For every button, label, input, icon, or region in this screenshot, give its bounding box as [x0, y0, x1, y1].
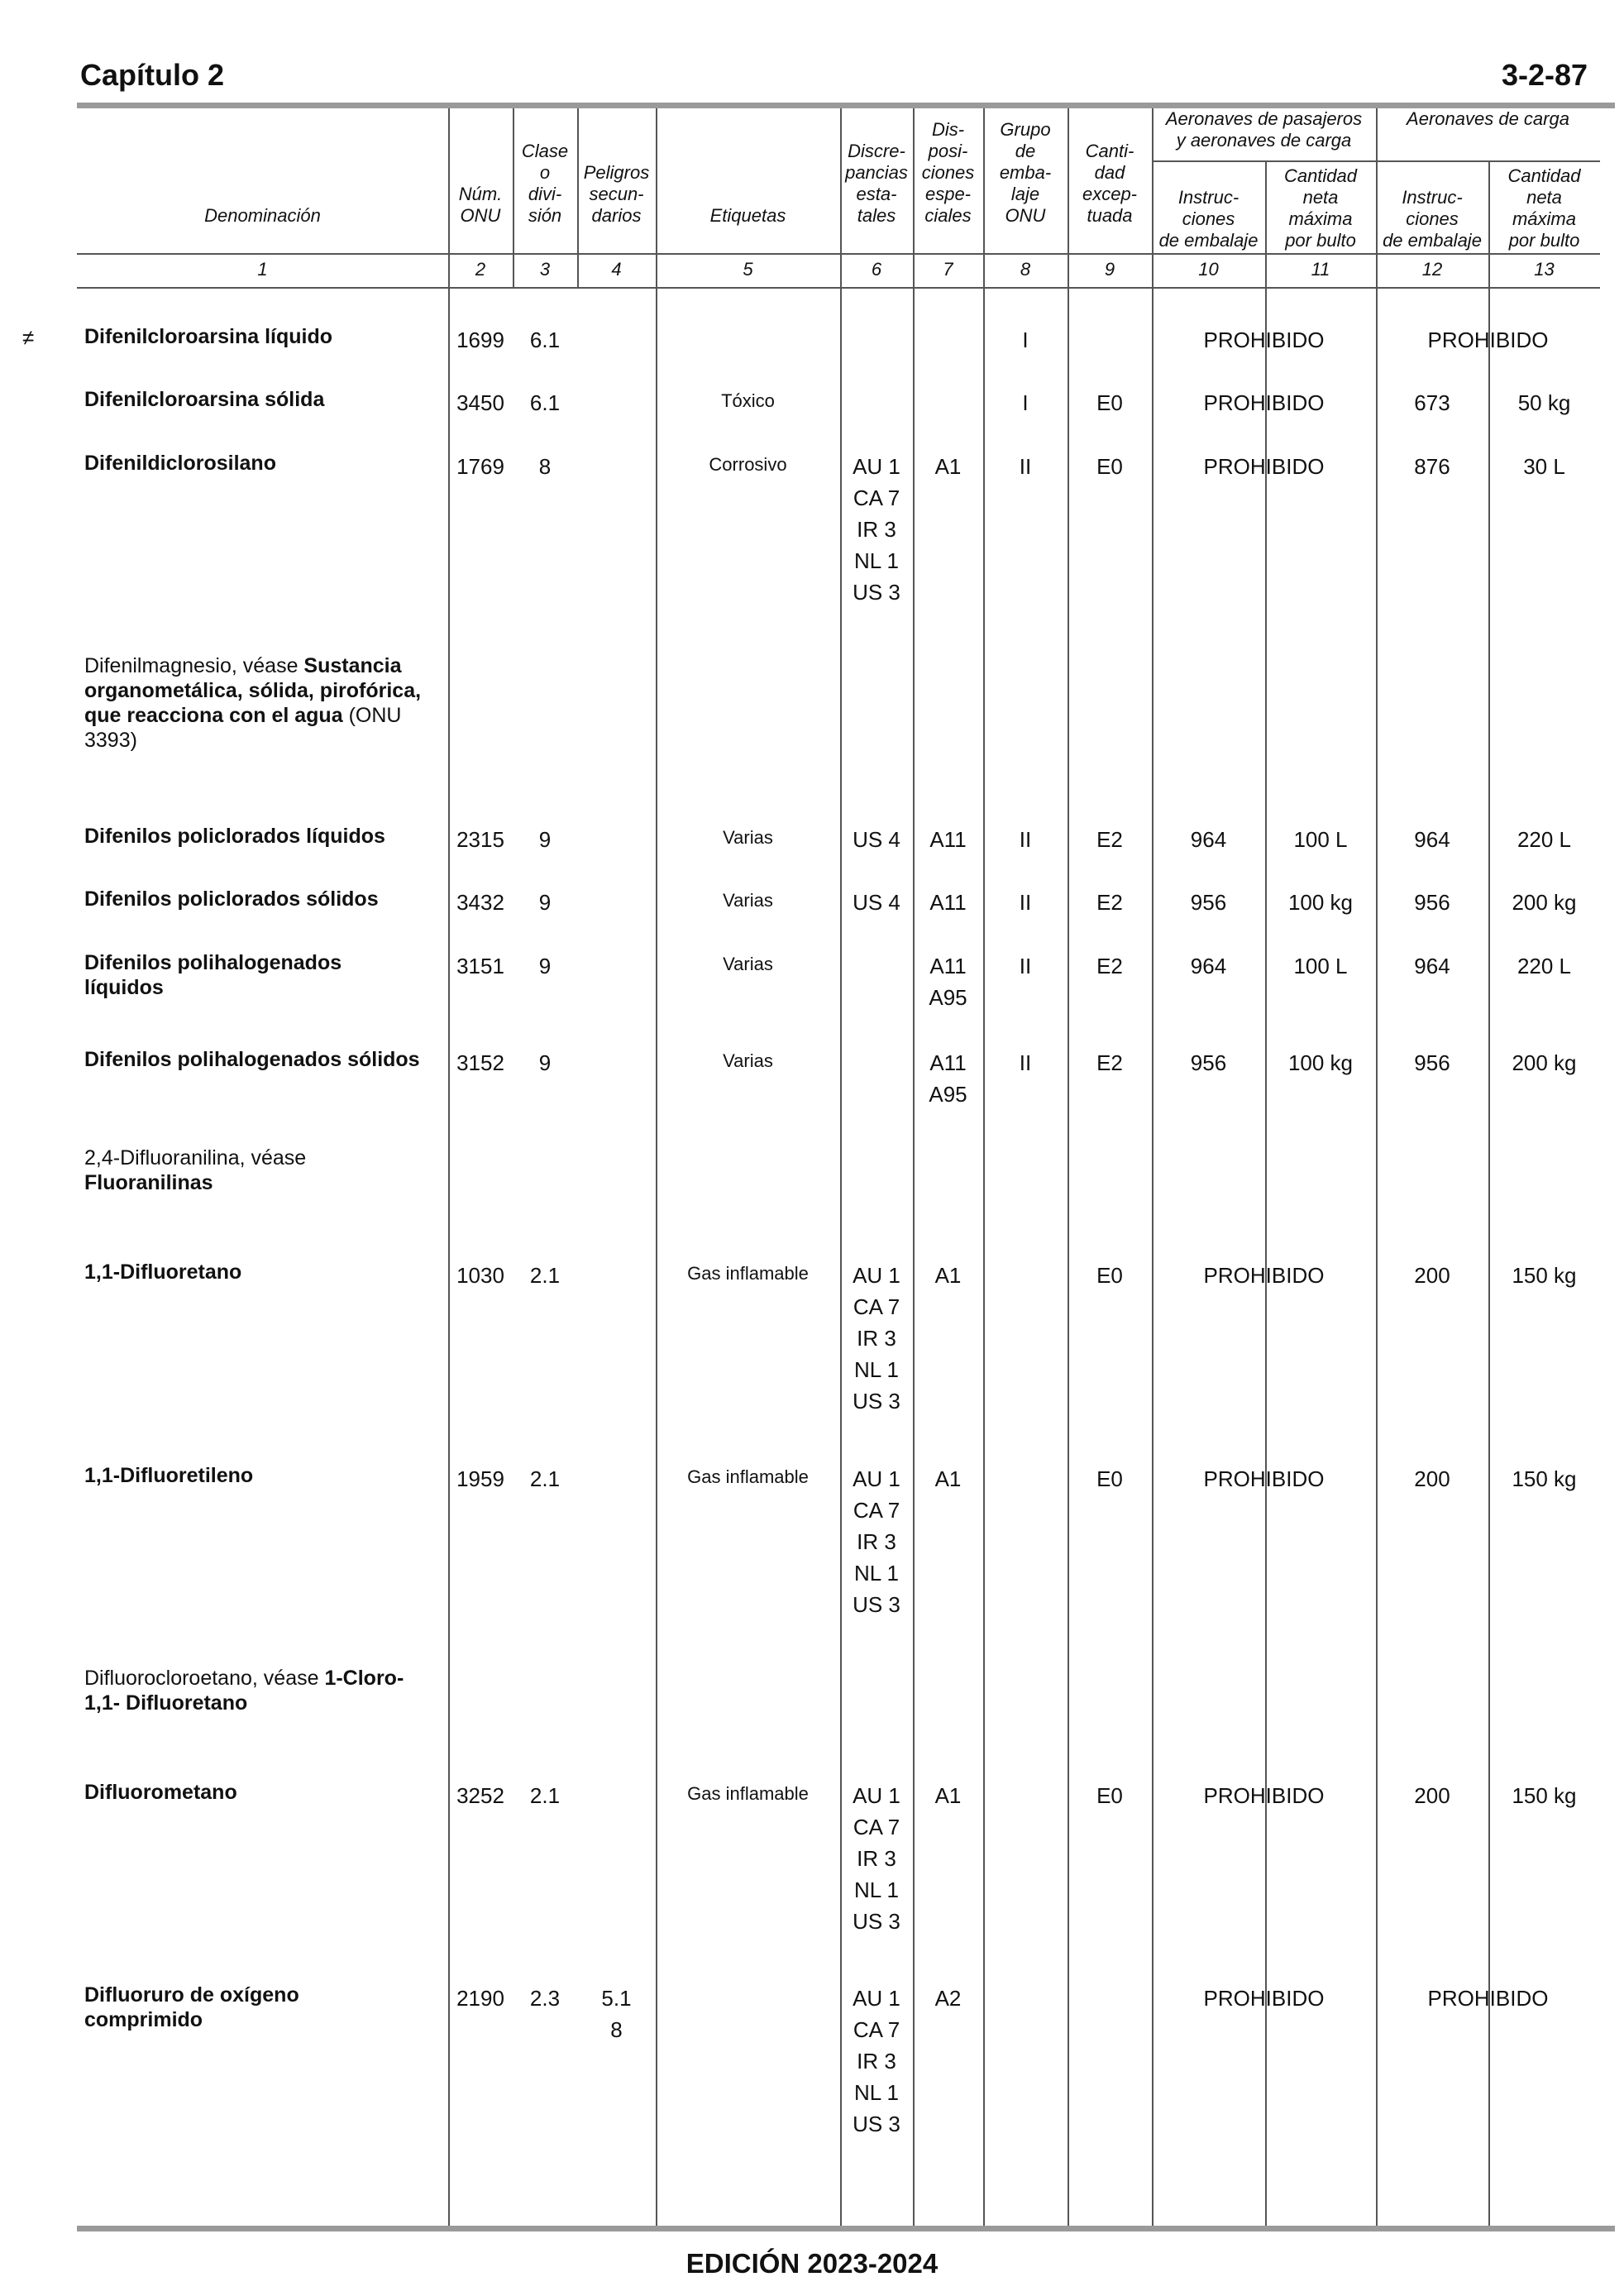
cell-label: Tóxico — [721, 390, 775, 411]
cell-pax-qty: 100 L — [1293, 954, 1348, 978]
cell-cargo-pi: 964 — [1414, 827, 1450, 852]
cell-eq: E0 — [1096, 1783, 1123, 1808]
row-name: Difenilos polihalogenados sólidos — [84, 1048, 420, 1071]
cell-special: A1 — [934, 1783, 962, 1808]
cell-cargo-qty: 150 kg — [1512, 1783, 1577, 1808]
cell-pax-pi: 964 — [1190, 827, 1227, 852]
col-divider — [913, 108, 915, 2226]
cell-cargo-prohibited: PROHIBIDO — [1427, 328, 1549, 352]
cell-eq: E2 — [1096, 890, 1123, 915]
cell-un: 3432 — [456, 890, 504, 915]
cross-reference: Difluorocloroetano, véase 1-Cloro-1,1- Difluoretano — [84, 1667, 404, 1715]
cell-pax-prohibited: PROHIBIDO — [1203, 1783, 1325, 1808]
col-number: 9 — [1104, 259, 1115, 280]
col-header-13: Cantidad neta máxima por bulto — [1507, 165, 1581, 251]
cell-class: 8 — [538, 454, 552, 479]
col-header-3: Clase o divi- sión — [521, 141, 569, 226]
cell-class: 2.3 — [529, 1986, 561, 2011]
cell-pg: I — [1022, 328, 1029, 352]
cell-cargo-pi: 200 — [1414, 1783, 1450, 1808]
cell-special: A1 — [934, 1466, 962, 1491]
header-rule — [77, 253, 1600, 255]
cell-cargo-qty: 30 L — [1523, 454, 1565, 479]
col-header-12: Instruc- ciones de embalaje — [1383, 187, 1482, 251]
row-name: Difluoruro de oxígeno comprimido — [84, 1983, 299, 2031]
row-name: 1,1-Difluoretano — [84, 1260, 242, 1284]
col-header-5: Etiquetas — [709, 205, 786, 226]
cell-special: A1 — [934, 1263, 962, 1288]
cell-cargo-pi: 876 — [1414, 454, 1450, 479]
cell-cargo-pi: 200 — [1414, 1466, 1450, 1491]
col-number: 8 — [1020, 259, 1031, 280]
cell-cargo-pi: 956 — [1414, 890, 1450, 915]
col-divider — [1068, 108, 1069, 2226]
cell-label: Varias — [723, 954, 773, 974]
col-header-9: Canti- dad excep- tuada — [1082, 141, 1138, 226]
cell-eq: E0 — [1096, 390, 1123, 415]
cell-un: 3252 — [456, 1783, 504, 1808]
cell-un: 1699 — [456, 328, 504, 352]
cell-discrepancies: AU 1 CA 7 IR 3 NL 1 US 3 — [853, 1783, 900, 1934]
cell-class: 2.1 — [529, 1263, 561, 1288]
cell-label: Varias — [723, 890, 773, 911]
cell-pax-prohibited: PROHIBIDO — [1203, 1263, 1325, 1288]
cell-un: 1769 — [456, 454, 504, 479]
col-number: 1 — [257, 259, 268, 280]
cell-cargo-qty: 50 kg — [1517, 390, 1571, 415]
cell-class: 6.1 — [529, 390, 561, 415]
cell-pg: II — [1019, 954, 1032, 978]
top-rule — [77, 103, 1615, 108]
edition-footer: EDICIÓN 2023-2024 — [685, 2248, 939, 2279]
number-rule — [77, 287, 1600, 289]
col-header-7: Dis- posi- ciones espe- ciales — [921, 119, 975, 226]
cell-class: 6.1 — [529, 328, 561, 352]
cell-pax-prohibited: PROHIBIDO — [1203, 454, 1325, 479]
col-number: 6 — [871, 259, 882, 280]
cell-special: A11 A95 — [929, 954, 967, 1010]
cell-pg: II — [1019, 890, 1032, 915]
row-name: Difenilos policlorados líquidos — [84, 825, 385, 848]
cell-eq: E0 — [1096, 1263, 1123, 1288]
col-number: 10 — [1198, 259, 1219, 280]
page-number: 3-2-87 — [1501, 58, 1588, 92]
cell-eq: E2 — [1096, 827, 1123, 852]
row-name: 1,1-Difluoretileno — [84, 1464, 254, 1487]
cell-cargo-pi: 673 — [1414, 390, 1450, 415]
cross-reference: Difenilmagnesio, véase Sustancia organometálica, sólida, pirofórica, que reacciona con el agua (ONU 3393) — [84, 654, 422, 752]
cell-subsidiary-risk: 5.1 8 — [601, 1986, 632, 2042]
cell-cargo-qty: 220 L — [1517, 827, 1572, 852]
cell-cargo-pi: 964 — [1414, 954, 1450, 978]
col-header-2: Núm. ONU — [458, 184, 503, 226]
cell-cargo-qty: 200 kg — [1512, 1050, 1577, 1075]
cell-discrepancies: US 4 — [853, 827, 900, 852]
col-number: 3 — [539, 259, 551, 280]
col-divider — [983, 108, 985, 2226]
row-name: Difenilcloroarsina sólida — [84, 388, 325, 411]
cell-un: 3450 — [456, 390, 504, 415]
cell-eq: E2 — [1096, 954, 1123, 978]
cross-reference: 2,4-Difluoranilina, véase Fluoranilinas — [84, 1146, 307, 1194]
cell-class: 2.1 — [529, 1783, 561, 1808]
cell-label: Varias — [723, 1050, 773, 1071]
cell-pax-prohibited: PROHIBIDO — [1203, 328, 1325, 352]
cell-class: 9 — [538, 890, 552, 915]
cell-pax-qty: 100 kg — [1287, 890, 1354, 915]
row-name: Difenilcloroarsina líquido — [84, 325, 333, 348]
col-number: 4 — [611, 259, 622, 280]
cell-special: A11 A95 — [929, 1050, 967, 1107]
col-divider — [1376, 108, 1378, 2226]
cell-pg: I — [1022, 390, 1029, 415]
pax-group-header: Aeronaves de pasajeros y aeronaves de carga — [1165, 108, 1363, 151]
cell-pax-prohibited: PROHIBIDO — [1203, 390, 1325, 415]
col-header-4: Peligros secun- darios — [583, 162, 650, 226]
col-number: 11 — [1311, 259, 1330, 280]
cell-pg: II — [1019, 827, 1032, 852]
cell-discrepancies: AU 1 CA 7 IR 3 NL 1 US 3 — [853, 1263, 900, 1413]
cell-class: 9 — [538, 954, 552, 978]
cell-eq: E0 — [1096, 1466, 1123, 1491]
cell-discrepancies: AU 1 CA 7 IR 3 NL 1 US 3 — [853, 1986, 900, 2136]
cell-special: A11 — [929, 827, 967, 852]
cell-label: Varias — [723, 827, 773, 848]
col-divider — [656, 108, 657, 2226]
row-name: Difenildiclorosilano — [84, 452, 276, 475]
cell-discrepancies: AU 1 CA 7 IR 3 NL 1 US 3 — [853, 1466, 900, 1617]
cell-class: 9 — [538, 1050, 552, 1075]
cell-special: A1 — [934, 454, 962, 479]
cell-class: 9 — [538, 827, 552, 852]
col-number: 2 — [475, 259, 486, 280]
cell-label: Gas inflamable — [687, 1783, 809, 1804]
cell-special: A2 — [934, 1986, 962, 2011]
cell-pax-pi: 956 — [1190, 890, 1227, 915]
cell-eq: E0 — [1096, 454, 1123, 479]
row-name: Difenilos polihalogenados líquidos — [84, 951, 342, 999]
cell-un: 2190 — [456, 1986, 504, 2011]
cell-cargo-pi: 200 — [1414, 1263, 1450, 1288]
cell-eq: E2 — [1096, 1050, 1123, 1075]
cell-pax-prohibited: PROHIBIDO — [1203, 1986, 1325, 2011]
col-header-10: Instruc- ciones de embalaje — [1158, 187, 1259, 251]
row-name: Difluorometano — [84, 1781, 237, 1804]
cell-cargo-prohibited: PROHIBIDO — [1427, 1986, 1549, 2011]
col-divider — [1152, 108, 1154, 2226]
col-header-1: Denominación — [204, 205, 321, 226]
change-mark: ≠ — [22, 325, 35, 350]
cell-pg: II — [1019, 454, 1032, 479]
bottom-rule — [77, 2226, 1615, 2231]
col-header-11: Cantidad neta máxima por bulto — [1283, 165, 1358, 251]
col-number: 13 — [1534, 259, 1555, 280]
cell-label: Corrosivo — [709, 454, 787, 475]
col-number: 12 — [1421, 259, 1443, 280]
cell-un: 1030 — [456, 1263, 504, 1288]
cell-cargo-qty: 200 kg — [1512, 890, 1577, 915]
cell-pg: II — [1019, 1050, 1032, 1075]
cell-un: 3151 — [456, 954, 504, 978]
cell-cargo-pi: 956 — [1414, 1050, 1450, 1075]
col-number: 7 — [943, 259, 953, 280]
header-subrule — [1152, 160, 1600, 162]
cell-pax-pi: 964 — [1190, 954, 1227, 978]
cell-label: Gas inflamable — [687, 1263, 809, 1284]
row-name: Difenilos policlorados sólidos — [84, 887, 379, 911]
cell-un: 2315 — [456, 827, 504, 852]
cargo-group-header: Aeronaves de carga — [1407, 108, 1569, 129]
col-divider — [448, 108, 450, 2226]
cell-pax-qty: 100 kg — [1287, 1050, 1354, 1075]
col-header-6: Discre- pancias esta- tales — [845, 141, 908, 226]
cell-discrepancies: AU 1 CA 7 IR 3 NL 1 US 3 — [853, 454, 900, 605]
cell-pax-pi: 956 — [1190, 1050, 1227, 1075]
cell-class: 2.1 — [529, 1466, 561, 1491]
cell-discrepancies: US 4 — [853, 890, 900, 915]
cell-cargo-qty: 220 L — [1517, 954, 1572, 978]
chapter-title: Capítulo 2 — [80, 58, 225, 92]
cell-un: 3152 — [456, 1050, 504, 1075]
cell-cargo-qty: 150 kg — [1512, 1263, 1577, 1288]
col-header-8: Grupo de emba- laje ONU — [999, 119, 1052, 226]
cell-un: 1959 — [456, 1466, 504, 1491]
cell-label: Gas inflamable — [687, 1466, 809, 1487]
cell-cargo-qty: 150 kg — [1512, 1466, 1577, 1491]
col-number: 5 — [743, 259, 753, 280]
cell-pax-prohibited: PROHIBIDO — [1203, 1466, 1325, 1491]
cell-pax-qty: 100 L — [1293, 827, 1348, 852]
cell-special: A11 — [929, 890, 967, 915]
